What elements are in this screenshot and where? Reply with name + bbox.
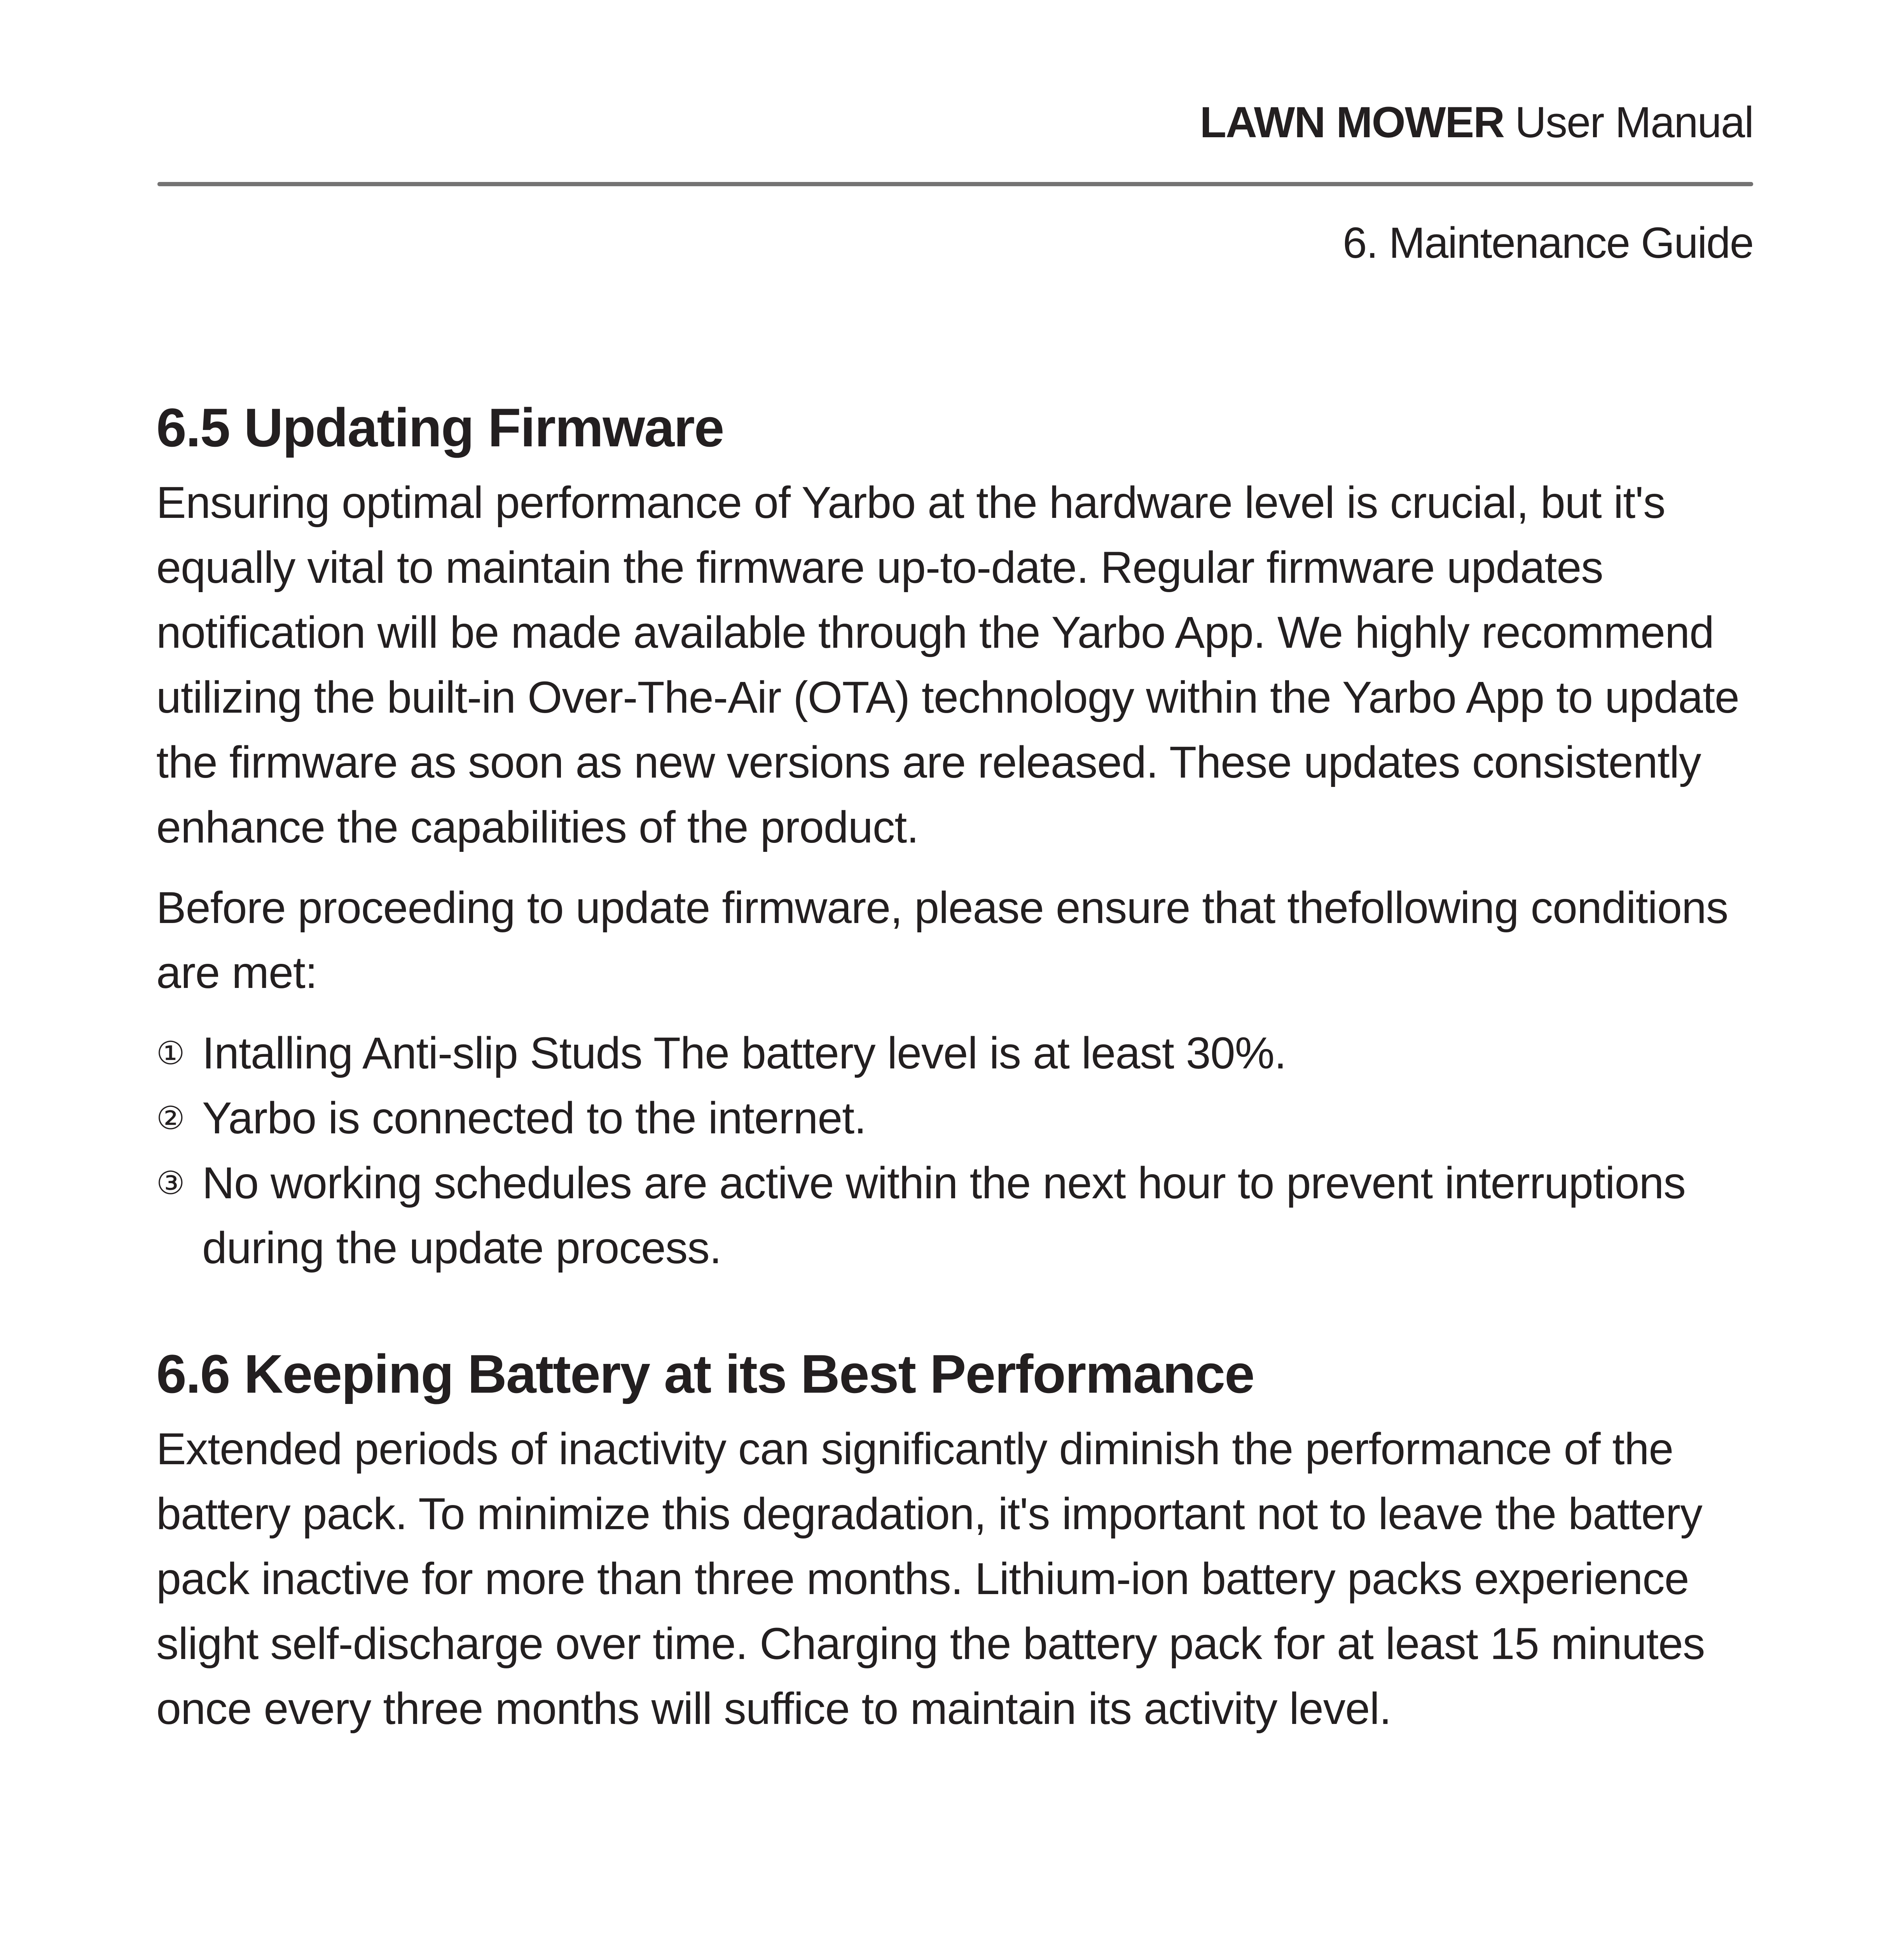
condition-item [156,1151,1762,1281]
battery-paragraph: Extended periods of inactivity can significantly diminish the performance of the battery pack. To minimize this degradation, it's important not to leave the battery pack inactive for more than three months. Lithium-ion battery packs experience slight self-discharge over time. Charging the battery pack for at least 15 minutes once every three months will suffice to maintain its activity level. [156,1424,1705,1734]
chapter-label: 6. Maintenance Guide [1343,219,1753,267]
page-content [156,393,1762,1741]
circled-number-2: ② [156,1101,185,1136]
condition-text: Yarbo is connected to the internet. [202,1093,866,1143]
condition-text: Intalling Anti-slip Studs The battery level is at least 30%. [202,1028,1286,1078]
section-heading-6-6: 6.6 Keeping Battery at its Best Performance [156,1343,1254,1404]
header-divider [157,182,1753,186]
circled-number-3: ③ [156,1166,185,1201]
section-heading-6-5: 6.5 Updating Firmware [156,397,724,458]
condition-item [156,1021,1762,1086]
product-name: LAWN MOWER [1200,98,1504,147]
condition-text: No working schedules are active within the next hour to prevent interruptions during the update process. [202,1158,1686,1273]
condition-item [156,1086,1762,1151]
manual-label: User Manual [1515,98,1753,147]
firmware-conditions-intro: Before proceeding to update firmware, please ensure that thefollowing conditions are met: [156,883,1728,998]
firmware-intro-paragraph: Ensuring optimal performance of Yarbo at the hardware level is crucial, but it's equally vital to maintain the firmware up-to-date. Regular firmware updates notification will be made available through the Yarbo App. We highly recommend utilizing the built-in Over-The-Air (OTA) technology within the Yarbo App to update the firmware as soon as new versions are released. These updates consistently enhance the capabilities of the product. [156,478,1739,852]
circled-number-1: ① [156,1036,185,1071]
conditions-list [156,1021,1762,1281]
manual-header-title [1200,97,1753,148]
